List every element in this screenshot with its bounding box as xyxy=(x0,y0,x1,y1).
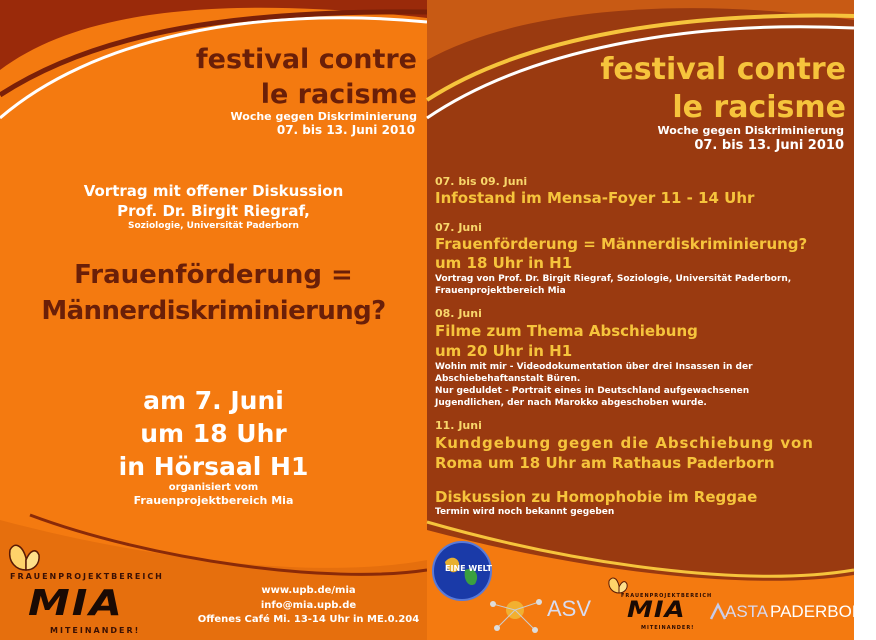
asta-logo xyxy=(709,602,876,626)
when-place: in Hörsaal H1 xyxy=(118,452,309,481)
festival-subtitle: Woche gegen Diskriminierung xyxy=(230,110,417,123)
topic-line2: Männerdiskriminierung? xyxy=(41,296,386,326)
mia-logo-main: MIA xyxy=(627,597,686,623)
asv-logo xyxy=(487,588,597,636)
event-date: 08. Juni xyxy=(435,307,482,320)
eine-welt-logo xyxy=(431,540,493,602)
talk-type: Vortrag mit offener Diskussion xyxy=(83,182,344,200)
organizer-name: Frauenprojektbereich Mia xyxy=(133,494,294,507)
event-desc: Termin wird noch bekannt gegeben xyxy=(435,507,615,517)
festival-dates: 07. bis 13. Juni 2010 xyxy=(694,138,844,153)
when-time: um 18 Uhr xyxy=(140,419,287,448)
mia-logo-top: FRAUENPROJEKTBEREICH xyxy=(621,593,713,599)
mia-logo-top: FRAUENPROJEKTBEREICH xyxy=(10,572,164,581)
eine-welt-text: EINE WELT xyxy=(445,564,492,573)
asta-text: ASTA xyxy=(725,602,769,621)
festival-dates: 07. bis 13. Juni 2010 xyxy=(276,123,415,137)
mia-logo-main: MIA xyxy=(28,581,124,624)
topic-line1: Frauenförderung = xyxy=(74,260,353,290)
event-title: Infostand im Mensa-Foyer 11 - 14 Uhr xyxy=(435,189,755,207)
event-desc: Nur geduldet - Portrait eines in Deutschland aufgewachsenen xyxy=(435,386,750,396)
butterfly-icon xyxy=(607,575,631,595)
festival-subtitle: Woche gegen Diskriminierung xyxy=(657,124,844,137)
contact-mail: info@mia.upb.de xyxy=(260,600,357,611)
left-poster xyxy=(0,0,427,640)
when-date: am 7. Juni xyxy=(143,386,284,415)
speaker-name: Prof. Dr. Birgit Riegraf, xyxy=(117,202,310,220)
event-desc: Jugendlichen, der nach Marokko abgeschoben wurde. xyxy=(435,398,707,408)
contact-web: www.upb.de/mia xyxy=(261,585,356,596)
event-title: Kundgebung gegen die Abschiebung von xyxy=(435,434,814,452)
festival-title-line1: festival contre xyxy=(195,44,417,75)
event-title: Diskussion zu Homophobie im Reggae xyxy=(435,488,758,506)
mia-logo xyxy=(6,540,176,638)
festival-title-line2: le racisme xyxy=(260,79,417,110)
festival-title-line1: festival contre xyxy=(600,52,846,87)
event-title: Filme zum Thema Abschiebung xyxy=(435,322,698,340)
right-poster xyxy=(427,0,876,640)
mia-logo-bottom: MITEINANDER! xyxy=(641,625,695,631)
speaker-affiliation: Soziologie, Universität Paderborn xyxy=(128,221,299,231)
event-date: 11. Juni xyxy=(435,419,482,432)
festival-title-line2: le racisme xyxy=(672,90,846,125)
event-desc: Vortrag von Prof. Dr. Birgit Riegraf, Soziologie, Universität Paderborn, xyxy=(435,274,792,284)
asv-text: ASV xyxy=(547,596,592,621)
contact-cafe: Offenes Café Mi. 13-14 Uhr in ME.0.204 xyxy=(197,614,420,625)
mia-logo-bottom: MITEINANDER! xyxy=(50,626,141,635)
event-date: 07. bis 09. Juni xyxy=(435,175,528,188)
asta-paderborn-text: PADERBORN xyxy=(770,602,876,621)
event-title: um 20 Uhr in H1 xyxy=(435,342,573,360)
event-desc: Abschiebehaftanstalt Büren. xyxy=(435,374,581,384)
mia-logo xyxy=(607,575,713,637)
event-date: 07. Juni xyxy=(435,221,482,234)
butterfly-icon xyxy=(6,540,46,574)
asv-network-icon xyxy=(487,588,543,636)
event-title: Roma um 18 Uhr am Rathaus Paderborn xyxy=(435,454,775,472)
event-title: Frauenförderung = Männerdiskriminierung? xyxy=(435,235,808,253)
event-desc: Frauenprojektbereich Mia xyxy=(435,286,566,296)
event-title: um 18 Uhr in H1 xyxy=(435,254,573,272)
event-desc: Wohin mit mir - Videodokumentation über drei Insassen in der xyxy=(435,362,753,372)
organized-by-label: organisiert vom xyxy=(168,482,259,493)
